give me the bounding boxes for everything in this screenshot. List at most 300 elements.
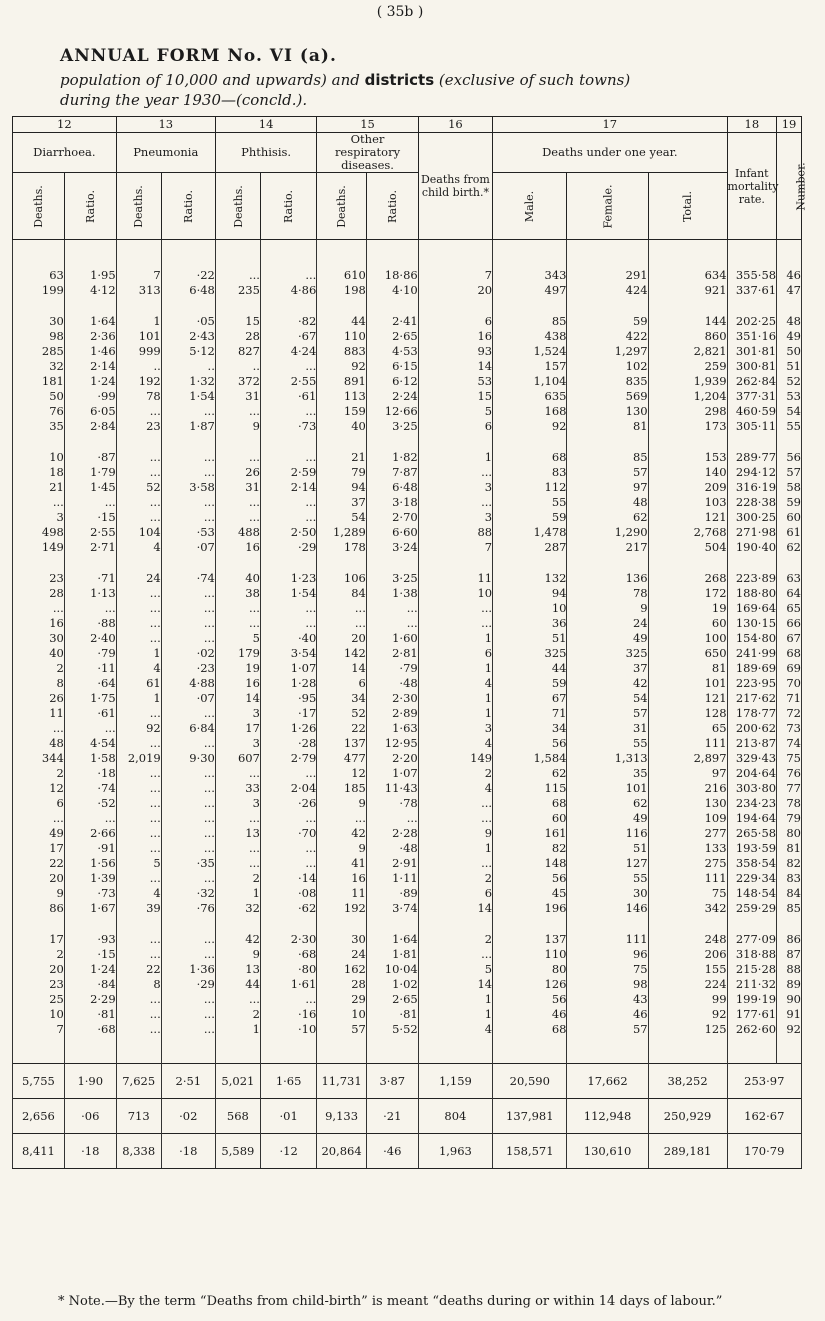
table-cell: 54	[567, 691, 648, 706]
table-cell: ...	[260, 766, 316, 781]
header-childbirth: Deaths from child birth.*	[418, 133, 492, 240]
table-cell: 9	[317, 841, 367, 856]
table-cell: 22	[116, 962, 161, 977]
table-cell: 6	[418, 646, 492, 661]
table-cell: ...	[215, 766, 260, 781]
table-cell: 19	[215, 661, 260, 676]
table-row	[13, 977, 802, 992]
table-cell: 22	[13, 856, 65, 871]
table-cell: 88	[418, 525, 492, 540]
table-cell: ·14	[260, 871, 316, 886]
table-cell: ...	[317, 601, 367, 616]
table-cell: 3·58	[161, 480, 215, 495]
table-cell: 17	[13, 841, 65, 856]
table-row	[13, 616, 802, 631]
table-cell: 2,019	[116, 751, 161, 766]
table-cell: ·02	[161, 646, 215, 661]
table-cell: 301·81	[727, 344, 777, 359]
table-cell: 17	[215, 721, 260, 736]
table-cell: 300·81	[727, 359, 777, 374]
header-infant-mortality: Infant mortality rate.	[727, 133, 777, 240]
table-cell: 2·66	[64, 826, 116, 841]
table-cell: 9·30	[161, 751, 215, 766]
table-cell: ·95	[260, 691, 316, 706]
table-cell: 1·81	[366, 947, 418, 962]
table-cell: ...	[116, 495, 161, 510]
table-cell: ·61	[260, 389, 316, 404]
table-cell: 209	[648, 480, 727, 495]
table-cell: ·82	[260, 314, 316, 329]
table-cell: 1·38	[366, 586, 418, 601]
totals-cell: 713	[116, 1099, 161, 1134]
table-cell: 2·36	[64, 329, 116, 344]
table-cell: ...	[161, 871, 215, 886]
table-cell: 178·77	[727, 706, 777, 721]
table-cell: ...	[116, 404, 161, 419]
table-cell: 234·23	[727, 796, 777, 811]
table-cell: 1·87	[161, 419, 215, 434]
table-cell: ...	[215, 495, 260, 510]
table-cell: 2·14	[260, 480, 316, 495]
table-cell: ...	[418, 811, 492, 826]
table-cell: 39	[116, 901, 161, 916]
table-cell: 329·43	[727, 751, 777, 766]
table-cell: 81	[777, 841, 802, 856]
table-cell: ...	[366, 601, 418, 616]
table-cell: 92	[493, 419, 567, 434]
table-cell: 4·86	[260, 283, 316, 298]
table-cell: 18·86	[366, 268, 418, 283]
table-row	[13, 736, 802, 751]
table-cell: 84	[777, 886, 802, 901]
table-cell: ·70	[260, 826, 316, 841]
table-cell: 112	[493, 480, 567, 495]
table-cell: ...	[161, 992, 215, 1007]
table-row	[13, 932, 802, 947]
table-cell: ...	[116, 1022, 161, 1037]
table-row	[13, 826, 802, 841]
table-cell: 40	[13, 646, 65, 661]
totals-cell: 1,963	[418, 1134, 492, 1169]
table-cell: 1·64	[366, 932, 418, 947]
table-cell: 53	[418, 374, 492, 389]
table-row	[13, 268, 802, 283]
col-num-13: 13	[116, 117, 215, 133]
table-cell: 300·25	[727, 510, 777, 525]
table-cell: 101	[567, 781, 648, 796]
subheader-ratio: Ratio.	[260, 173, 316, 240]
table-cell: 2·65	[366, 329, 418, 344]
table-cell: 56	[777, 450, 802, 465]
table-cell: 7	[13, 1022, 65, 1037]
table-cell: 316·19	[727, 480, 777, 495]
table-cell: 128	[648, 706, 727, 721]
table-cell: ...	[116, 796, 161, 811]
table-cell: ·26	[260, 796, 316, 811]
table-cell: 68	[493, 1022, 567, 1037]
table-cell: 169·64	[727, 601, 777, 616]
table-cell: 305·11	[727, 419, 777, 434]
table-cell: 65	[648, 721, 727, 736]
table-cell: 377·31	[727, 389, 777, 404]
subheader-total: Total.	[648, 173, 727, 240]
table-cell: 93	[418, 344, 492, 359]
totals-cell: 8,338	[116, 1134, 161, 1169]
table-cell: 198	[317, 283, 367, 298]
table-cell: 94	[493, 586, 567, 601]
table-row	[13, 374, 802, 389]
table-cell: ...	[215, 268, 260, 283]
table-cell: 498	[13, 525, 65, 540]
table-cell: 11·43	[366, 781, 418, 796]
table-cell: 860	[648, 329, 727, 344]
table-cell: 2·29	[64, 992, 116, 1007]
table-cell: 4	[116, 540, 161, 555]
table-cell: 132	[493, 571, 567, 586]
table-cell: ...	[317, 811, 367, 826]
table-cell: 76	[777, 766, 802, 781]
table-cell: 2	[215, 871, 260, 886]
table-row	[13, 781, 802, 796]
table-cell: 21	[317, 450, 367, 465]
totals-cell: ·21	[366, 1099, 418, 1134]
table-cell: 68	[777, 646, 802, 661]
table-cell: ...	[418, 947, 492, 962]
table-cell: 1·11	[366, 871, 418, 886]
table-cell: ...	[215, 856, 260, 871]
totals-cell: 253·97	[727, 1064, 801, 1099]
table-cell: 185	[317, 781, 367, 796]
table-cell: ...	[116, 811, 161, 826]
totals-cell: 289,181	[648, 1134, 727, 1169]
table-cell: 1·54	[161, 389, 215, 404]
table-cell: 3·25	[366, 571, 418, 586]
table-cell: 9	[215, 419, 260, 434]
table-row	[13, 796, 802, 811]
table-cell: 1,297	[567, 344, 648, 359]
table-cell: 1,524	[493, 344, 567, 359]
table-cell: 28	[317, 977, 367, 992]
table-cell: ..	[215, 359, 260, 374]
table-cell: 45	[493, 886, 567, 901]
table-cell: 97	[648, 766, 727, 781]
table-row	[13, 856, 802, 871]
totals-row	[13, 1064, 802, 1099]
table-cell: 6·60	[366, 525, 418, 540]
table-cell: ...	[366, 616, 418, 631]
table-cell: 92	[116, 721, 161, 736]
table-cell: 3	[418, 721, 492, 736]
table-cell: 55	[567, 736, 648, 751]
subheader-ratio: Ratio.	[366, 173, 418, 240]
table-cell: 8	[116, 977, 161, 992]
table-cell: 85	[777, 901, 802, 916]
table-cell: 4	[418, 736, 492, 751]
table-cell: 62	[567, 796, 648, 811]
table-cell: 188·80	[727, 586, 777, 601]
table-cell: 1,313	[567, 751, 648, 766]
totals-cell: 20,864	[317, 1134, 367, 1169]
table-cell: 2·91	[366, 856, 418, 871]
table-cell: 67	[493, 691, 567, 706]
table-cell: ·23	[161, 661, 215, 676]
table-cell: 162	[317, 962, 367, 977]
group-spacer	[13, 434, 802, 450]
table-cell: 33	[215, 781, 260, 796]
table-cell: 3·18	[366, 495, 418, 510]
table-cell: 193·59	[727, 841, 777, 856]
table-cell: 85	[567, 450, 648, 465]
table-cell: 43	[567, 992, 648, 1007]
table-cell: 38	[215, 586, 260, 601]
table-cell: 20	[13, 871, 65, 886]
table-cell: ·29	[260, 540, 316, 555]
table-cell: 10	[493, 601, 567, 616]
table-cell: 259·29	[727, 901, 777, 916]
table-cell: 215·28	[727, 962, 777, 977]
table-cell: 11	[13, 706, 65, 721]
table-cell: 2·70	[366, 510, 418, 525]
table-cell: ·88	[64, 616, 116, 631]
table-cell: 60	[648, 616, 727, 631]
table-cell: 344	[13, 751, 65, 766]
table-cell: 199	[13, 283, 65, 298]
table-cell: 57	[317, 1022, 367, 1037]
header-under-one-year: Deaths under one year.	[493, 133, 727, 173]
table-cell: ·71	[64, 571, 116, 586]
totals-cell: ·01	[260, 1099, 316, 1134]
table-cell: 194·64	[727, 811, 777, 826]
table-cell: ·61	[64, 706, 116, 721]
table-cell: 51	[567, 841, 648, 856]
table-cell: 40	[215, 571, 260, 586]
table-cell: 4·54	[64, 736, 116, 751]
table-cell: 9	[317, 796, 367, 811]
table-cell: 18	[13, 465, 65, 480]
table-cell: 351·16	[727, 329, 777, 344]
table-cell: ...	[116, 1007, 161, 1022]
table-cell: 97	[567, 480, 648, 495]
table-cell: 148	[493, 856, 567, 871]
table-cell: 42	[215, 932, 260, 947]
table-cell: ...	[161, 841, 215, 856]
table-cell: 55	[493, 495, 567, 510]
table-cell: 5·52	[366, 1022, 418, 1037]
header-pneumonia: Pneumonia	[116, 133, 215, 173]
totals-cell: ·46	[366, 1134, 418, 1169]
table-cell: ...	[64, 495, 116, 510]
table-cell: 34	[493, 721, 567, 736]
table-cell: 2·30	[366, 691, 418, 706]
table-cell: 358·54	[727, 856, 777, 871]
table-cell: 1·67	[64, 901, 116, 916]
table-row	[13, 841, 802, 856]
table-cell: 9	[13, 886, 65, 901]
table-cell: 2	[418, 932, 492, 947]
table-cell: 1·82	[366, 450, 418, 465]
table-cell: 4	[116, 661, 161, 676]
table-cell: 1·75	[64, 691, 116, 706]
totals-cell: ·18	[161, 1134, 215, 1169]
table-cell: 32	[215, 901, 260, 916]
totals-cell: ·02	[161, 1099, 215, 1134]
table-cell: 835	[567, 374, 648, 389]
table-cell: 89	[777, 977, 802, 992]
footnote: * Note.—By the term “Deaths from child-birth” is meant “deaths during or within 14 days of labour.”	[58, 1294, 723, 1309]
table-cell: 204·64	[727, 766, 777, 781]
table-cell: 3·74	[366, 901, 418, 916]
table-row	[13, 631, 802, 646]
table-cell: 64	[777, 586, 802, 601]
table-cell: 48	[777, 314, 802, 329]
table-cell: 1	[418, 992, 492, 1007]
table-cell: 190·40	[727, 540, 777, 555]
table-cell: 199·19	[727, 992, 777, 1007]
table-cell: 1,204	[648, 389, 727, 404]
table-cell: 16	[317, 871, 367, 886]
table-cell: 61	[777, 525, 802, 540]
table-cell: 285	[13, 344, 65, 359]
totals-cell: 1·90	[64, 1064, 116, 1099]
table-cell: 62	[567, 510, 648, 525]
table-cell: 67	[777, 631, 802, 646]
table-cell: 50	[777, 344, 802, 359]
table-cell: ...	[161, 1007, 215, 1022]
table-cell: 325	[567, 646, 648, 661]
table-cell: 130	[648, 796, 727, 811]
table-cell: 1·36	[161, 962, 215, 977]
table-cell: 3	[418, 510, 492, 525]
table-cell: ...	[260, 992, 316, 1007]
table-cell: 37	[317, 495, 367, 510]
table-cell: 3·25	[366, 419, 418, 434]
table-cell: 44	[215, 977, 260, 992]
table-cell: 2·65	[366, 992, 418, 1007]
totals-cell: 804	[418, 1099, 492, 1134]
table-cell: 891	[317, 374, 367, 389]
table-cell: 12	[13, 781, 65, 796]
table-cell: 66	[777, 616, 802, 631]
table-cell: ...	[418, 856, 492, 871]
table-cell: 7	[418, 540, 492, 555]
table-cell: 77	[777, 781, 802, 796]
table-cell: 49	[777, 329, 802, 344]
totals-cell: 1·65	[260, 1064, 316, 1099]
table-cell: 7	[116, 268, 161, 283]
col-num-16: 16	[418, 117, 492, 133]
table-cell: 6·15	[366, 359, 418, 374]
table-cell: 5	[116, 856, 161, 871]
table-cell: 133	[648, 841, 727, 856]
table-cell: 3	[13, 510, 65, 525]
table-cell: 155	[648, 962, 727, 977]
table-cell: 2	[418, 871, 492, 886]
table-cell: 99	[648, 992, 727, 1007]
table-cell: ·76	[161, 901, 215, 916]
table-cell: 241·99	[727, 646, 777, 661]
table-cell: ·87	[64, 450, 116, 465]
table-cell: 2,821	[648, 344, 727, 359]
table-row	[13, 389, 802, 404]
table-cell: ...	[13, 601, 65, 616]
table-cell: 24	[317, 947, 367, 962]
totals-cell: 1,159	[418, 1064, 492, 1099]
table-cell: 3	[418, 480, 492, 495]
table-cell: 30	[13, 631, 65, 646]
table-cell: 146	[567, 901, 648, 916]
table-cell: 168	[493, 404, 567, 419]
table-cell: 55	[567, 871, 648, 886]
totals-cell: 20,590	[493, 1064, 567, 1099]
table-cell: ·15	[64, 510, 116, 525]
table-cell: 2·71	[64, 540, 116, 555]
table-cell: ...	[161, 495, 215, 510]
table-cell: ...	[116, 586, 161, 601]
table-cell: 37	[567, 661, 648, 676]
table-cell: 100	[648, 631, 727, 646]
table-row	[13, 947, 802, 962]
table-cell: 271·98	[727, 525, 777, 540]
subheader-ratio: Ratio.	[161, 173, 215, 240]
table-row	[13, 871, 802, 886]
table-cell: 49	[567, 811, 648, 826]
table-cell: ...	[116, 841, 161, 856]
table-cell: 82	[493, 841, 567, 856]
table-cell: ...	[116, 736, 161, 751]
table-cell: 127	[567, 856, 648, 871]
table-cell: 1·64	[64, 314, 116, 329]
table-cell: 337·61	[727, 283, 777, 298]
table-row	[13, 646, 802, 661]
subtitle-part-c: (exclusive of such towns)	[438, 71, 631, 89]
table-cell: 86	[13, 901, 65, 916]
table-cell: ...	[116, 992, 161, 1007]
table-row	[13, 1007, 802, 1022]
table-cell: 325	[493, 646, 567, 661]
table-cell: 228·38	[727, 495, 777, 510]
table-cell: 136	[567, 571, 648, 586]
table-cell: ...	[215, 992, 260, 1007]
table-cell: ...	[260, 616, 316, 631]
table-cell: 98	[13, 329, 65, 344]
table-cell: ·62	[260, 901, 316, 916]
table-cell: ...	[215, 811, 260, 826]
table-cell: ...	[13, 721, 65, 736]
table-cell: 54	[317, 510, 367, 525]
table-cell: 569	[567, 389, 648, 404]
form-title: ANNUAL FORM No. VI (a).	[60, 46, 337, 66]
table-cell: 109	[648, 811, 727, 826]
table-cell: 5	[215, 631, 260, 646]
table-row	[13, 465, 802, 480]
table-cell: 82	[777, 856, 802, 871]
table-cell: 223·89	[727, 571, 777, 586]
table-cell: 1,289	[317, 525, 367, 540]
table-cell: ·07	[161, 691, 215, 706]
table-cell: ·11	[64, 661, 116, 676]
table-cell: 57	[567, 1022, 648, 1037]
table-cell: ...	[116, 601, 161, 616]
table-cell: 1·13	[64, 586, 116, 601]
table-cell: ...	[116, 706, 161, 721]
table-cell: 2	[13, 661, 65, 676]
table-cell: 44	[317, 314, 367, 329]
statistics-table	[12, 116, 808, 1169]
totals-cell: 112,948	[567, 1099, 648, 1134]
table-cell: 189·69	[727, 661, 777, 676]
table-cell: ·08	[260, 886, 316, 901]
table-cell: 6·48	[161, 283, 215, 298]
